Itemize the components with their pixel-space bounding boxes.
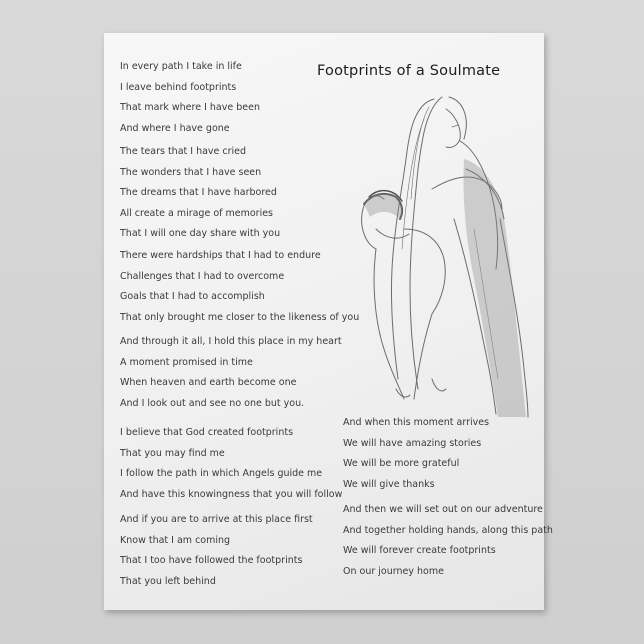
- poem-line: I believe that God created footprints: [120, 427, 294, 438]
- poem-line: The tears that I have cried: [120, 146, 247, 157]
- poem-line: That I will one day share with you: [120, 228, 281, 239]
- poem-line: A moment promised in time: [120, 356, 253, 368]
- poem-line: The wonders that I have seen: [120, 166, 262, 178]
- poem-line: And have this knowingness that you will follow: [120, 488, 343, 500]
- poem-line: That you left behind: [120, 575, 216, 587]
- poem-line: We will have amazing stories: [343, 437, 482, 449]
- poem-poster: [104, 33, 553, 610]
- poem-line: And when this moment arrives: [343, 417, 490, 428]
- poem-line: There were hardships that I had to endure: [120, 250, 321, 261]
- poem-line: We will forever create footprints: [343, 545, 496, 556]
- poem-title: Footprints of a Soulmate: [317, 63, 501, 79]
- poem-line: And if you are to arrive at this place first: [120, 514, 313, 525]
- poem-line: That I too have followed the footprints: [120, 555, 303, 566]
- stanza-6: [120, 510, 313, 592]
- poem-line: Know that I am coming: [120, 534, 231, 546]
- stanza-3: [120, 246, 359, 328]
- stanza-4: [120, 332, 342, 414]
- poem-line: And then we will set out on our adventure: [343, 504, 543, 515]
- stanza-8: [343, 500, 553, 582]
- stanza-1: [120, 57, 260, 139]
- poem-line: In every path I take in life: [120, 61, 242, 72]
- poem-line: That mark where I have been: [120, 102, 260, 113]
- poem-line: We will be more grateful: [343, 458, 460, 469]
- poem-line: I follow the path in which Angels guide me: [120, 468, 323, 479]
- poem-line: All create a mirage of memories: [120, 207, 274, 219]
- stanza-2: [120, 142, 280, 245]
- poem-line: And through it all, I hold this place in my heart: [120, 336, 342, 347]
- poem-line: When heaven and earth become one: [120, 377, 297, 388]
- stanza-5: [120, 423, 342, 505]
- poem-line: That you may find me: [120, 447, 225, 459]
- poem-line: We will give thanks: [343, 478, 435, 490]
- poem-line: And together holding hands, along this path: [343, 524, 553, 536]
- poem-line: I leave behind footprints: [120, 81, 237, 93]
- poem-line: The dreams that I have harbored: [120, 187, 277, 198]
- stanza-7: [343, 413, 489, 495]
- poem-line: Goals that I had to accomplish: [120, 291, 265, 302]
- poem-line: On our journey home: [343, 565, 444, 577]
- poem-line: And where I have gone: [120, 122, 230, 134]
- poem-line: Challenges that I had to overcome: [120, 270, 285, 282]
- poem-line: That only brought me closer to the likeness of you: [120, 311, 360, 323]
- poem-line: And I look out and see no one but you.: [120, 397, 305, 409]
